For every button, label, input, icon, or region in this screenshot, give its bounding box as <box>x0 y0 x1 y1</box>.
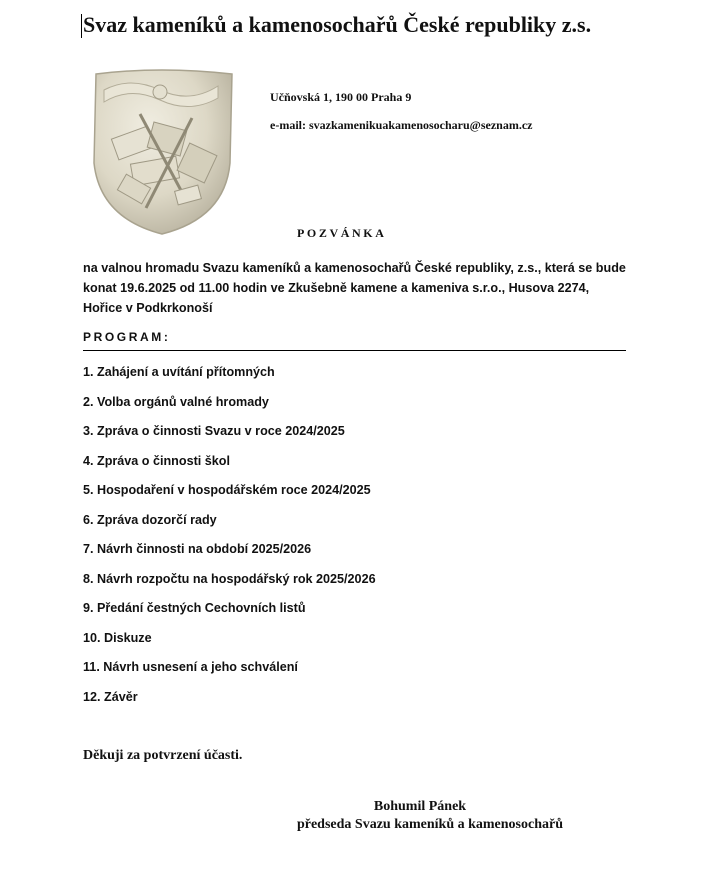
program-item: 2. Volba orgánů valné hromady <box>83 394 269 409</box>
program-item: 8. Návrh rozpočtu na hospodářský rok 2025/2026 <box>83 571 376 586</box>
email-line: e-mail: svazkamenikuakamenosocharu@seznam.cz <box>270 118 533 132</box>
text-cursor <box>81 14 82 38</box>
invitation-text: na valnou hromadu Svazu kameníků a kamenosochařů České republiky, z.s., která se bude konat 19.6.2025 od 11.00 hodin ve Zkušebně kamene a kameniva s.r.o., Husova 2274, Hořice v Podkrkonoší <box>83 261 626 315</box>
program-item: 11. Návrh usnesení a jeho schválení <box>83 660 298 674</box>
signer-role: předseda Svazu kameníků a kamenosochařů <box>296 817 564 832</box>
program-list <box>83 362 376 716</box>
signer-name: Bohumil Pánek <box>373 799 467 814</box>
thanks-note: Děkuji za potvrzení účasti. <box>83 748 243 763</box>
stone-crest-relief-icon <box>80 68 240 238</box>
signature-block <box>240 798 600 834</box>
program-item: 4. Zpráva o činnosti škol <box>83 453 230 468</box>
program-item: 12. Závěr <box>83 689 138 704</box>
program-item: 9. Předání čestných Cechovních listů <box>83 601 306 615</box>
program-heading: PROGRAM: <box>83 330 171 344</box>
address: Učňovská 1, 190 00 Praha 9 <box>270 90 412 104</box>
program-item: 7. Návrh činnosti na období 2025/2026 <box>83 542 312 556</box>
program-item: 10. Diskuze <box>83 630 152 645</box>
program-item: 1. Zahájení a uvítání přítomných <box>83 365 275 379</box>
document-title: Svaz kameníků a kamenosochařů České republiky z.s. <box>83 12 592 37</box>
program-item: 5. Hospodaření v hospodářském roce 2024/2025 <box>83 483 371 497</box>
heading-underline <box>83 350 626 351</box>
program-item: 3. Zpráva o činnosti Svazu v roce 2024/2025 <box>83 424 345 438</box>
program-item: 6. Zpráva dozorčí rady <box>83 512 217 527</box>
invitation-heading: POZVÁNKA <box>297 226 387 240</box>
